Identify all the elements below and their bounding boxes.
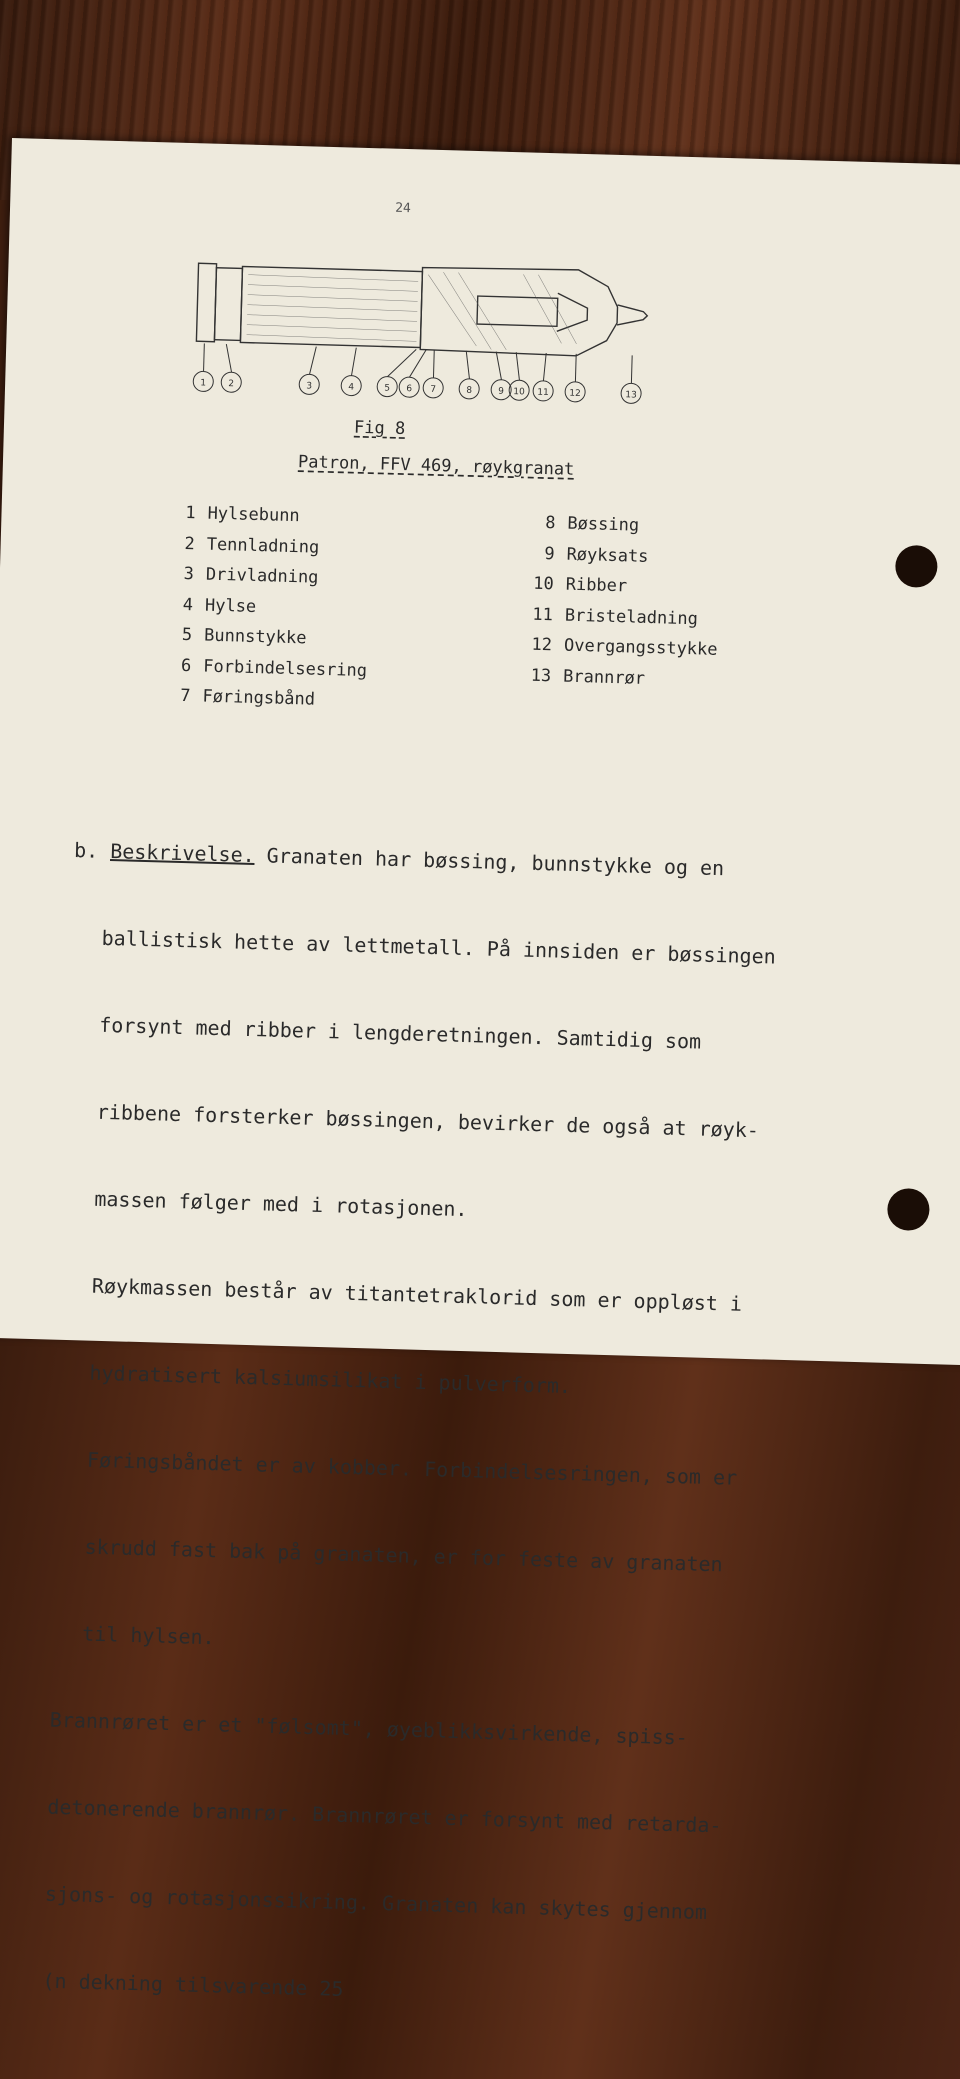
callout-number: 5 (384, 383, 391, 394)
callout-number: 6 (406, 384, 413, 395)
callout-leader-line (575, 354, 576, 382)
callout-number: 4 (348, 382, 355, 393)
section-line: ribbene forsterker bøssingen, bevirker de også at røyk- (96, 1099, 760, 1143)
transition-piece-part (557, 293, 588, 332)
callout-number: 12 (569, 388, 581, 399)
callout-number: 9 (498, 386, 505, 397)
callout-leader-line (310, 346, 317, 374)
section-line: forsynt med ribber i lengderetningen. Samtidig som (98, 1012, 702, 1054)
primer-part (214, 268, 242, 341)
punch-hole (895, 545, 938, 588)
callout-number: 13 (625, 390, 637, 401)
section-line: Føringsbåndet er av kobber. Forbindelsesringen, som er (86, 1447, 738, 1490)
legend-label: Overgangsstykke (563, 635, 718, 660)
callout-number: 11 (537, 387, 549, 399)
legend-item (156, 680, 367, 716)
section-line: ballistisk hette av lettmetall. På innsiden er bøssingen (101, 925, 777, 969)
callout-number: 3 (306, 381, 313, 392)
legend-label: Hylse (204, 595, 257, 617)
casing-base-part (196, 263, 216, 341)
section-line: massen følger med i rotasjonen. (94, 1186, 468, 1222)
section-heading: Beskrivelse. (109, 839, 256, 868)
legend-left-column (156, 497, 372, 716)
legend-label: Bristeladning (564, 605, 699, 629)
legend-label: Brannrør (562, 666, 646, 689)
callout-leader-line (465, 351, 470, 379)
legend-right-column (517, 507, 722, 695)
section-line: Granaten har bøssing, bunnstykke og en (254, 843, 725, 881)
legend-number: 6 (180, 655, 192, 676)
legend-number: 10 (532, 573, 555, 595)
legend-number: 12 (531, 634, 553, 656)
punch-hole (887, 1188, 930, 1231)
legend-number: 9 (544, 543, 555, 564)
callout-leader-line (433, 350, 434, 378)
section-line: sjons- og rotasjonssikring. Granaten kan skytes gjennom (44, 1881, 708, 1925)
callout-leader-line (495, 352, 502, 380)
callout-leader-line (351, 348, 356, 376)
section-line: Røykmassen består av titantetraklorid som er oppløst i (91, 1273, 743, 1316)
section-line: til hylsen. (81, 1621, 216, 1650)
section-line: hydratisert kalsiumsilikat i pulverform. (89, 1360, 572, 1399)
callout-leader-line (204, 343, 205, 371)
legend-label: Tennladning (206, 534, 320, 558)
callout-number: 10 (513, 387, 525, 398)
legend-number: 5 (181, 624, 193, 646)
description-section (41, 778, 866, 2076)
section-marker: b. (73, 838, 99, 863)
legend-label: Hylsebunn (207, 503, 300, 527)
callout-leader-line (515, 352, 520, 380)
page-number: 24 (394, 200, 412, 217)
legend-number: 13 (530, 665, 552, 686)
legend-label: Forbindelsesring (203, 656, 368, 681)
legend-label: Føringsbånd (202, 686, 316, 710)
section-line: Brannrøret er et "følsomt", øyeblikksvirkende, spiss- (49, 1707, 689, 1750)
legend-label: Røyksats (566, 544, 649, 567)
section-line: skrudd fast bak på granaten, er for feste av granaten (84, 1534, 723, 1577)
callout-number: 7 (430, 384, 437, 395)
legend-item (517, 660, 717, 696)
legend-number: 11 (532, 604, 554, 625)
legend-number: 2 (184, 533, 196, 554)
callout-leader-line (631, 355, 632, 383)
callout-number: 1 (200, 378, 207, 389)
section-line: detonerende brannrør. Brannrøret er forsynt med retarda- (47, 1794, 722, 1838)
legend-number: 8 (544, 513, 556, 534)
fuze-part (617, 305, 648, 326)
figure-caption: Patron, FFV 469, røykgranat (297, 452, 575, 480)
document-page (0, 138, 960, 2001)
legend-number: 1 (185, 502, 196, 524)
section-line: (n dekning tilsvarende 25 (42, 1968, 344, 2001)
callout-leader-line (543, 353, 546, 381)
callout-leader-line (226, 344, 233, 372)
legend-label: Bøssing (567, 513, 640, 536)
figure-title: Fig 8 (353, 417, 406, 440)
legend-label: Ribber (565, 574, 628, 597)
legend-number: 4 (182, 594, 194, 615)
grenade-cross-section-diagram (175, 253, 659, 416)
legend-label: Bunnstykke (203, 625, 307, 649)
legend-label: Drivladning (205, 564, 319, 588)
callout-number: 8 (466, 385, 473, 396)
legend-number: 3 (183, 563, 195, 585)
callout-number: 2 (228, 379, 235, 390)
shell-body-part (420, 266, 618, 357)
legend-number: 7 (179, 685, 191, 707)
